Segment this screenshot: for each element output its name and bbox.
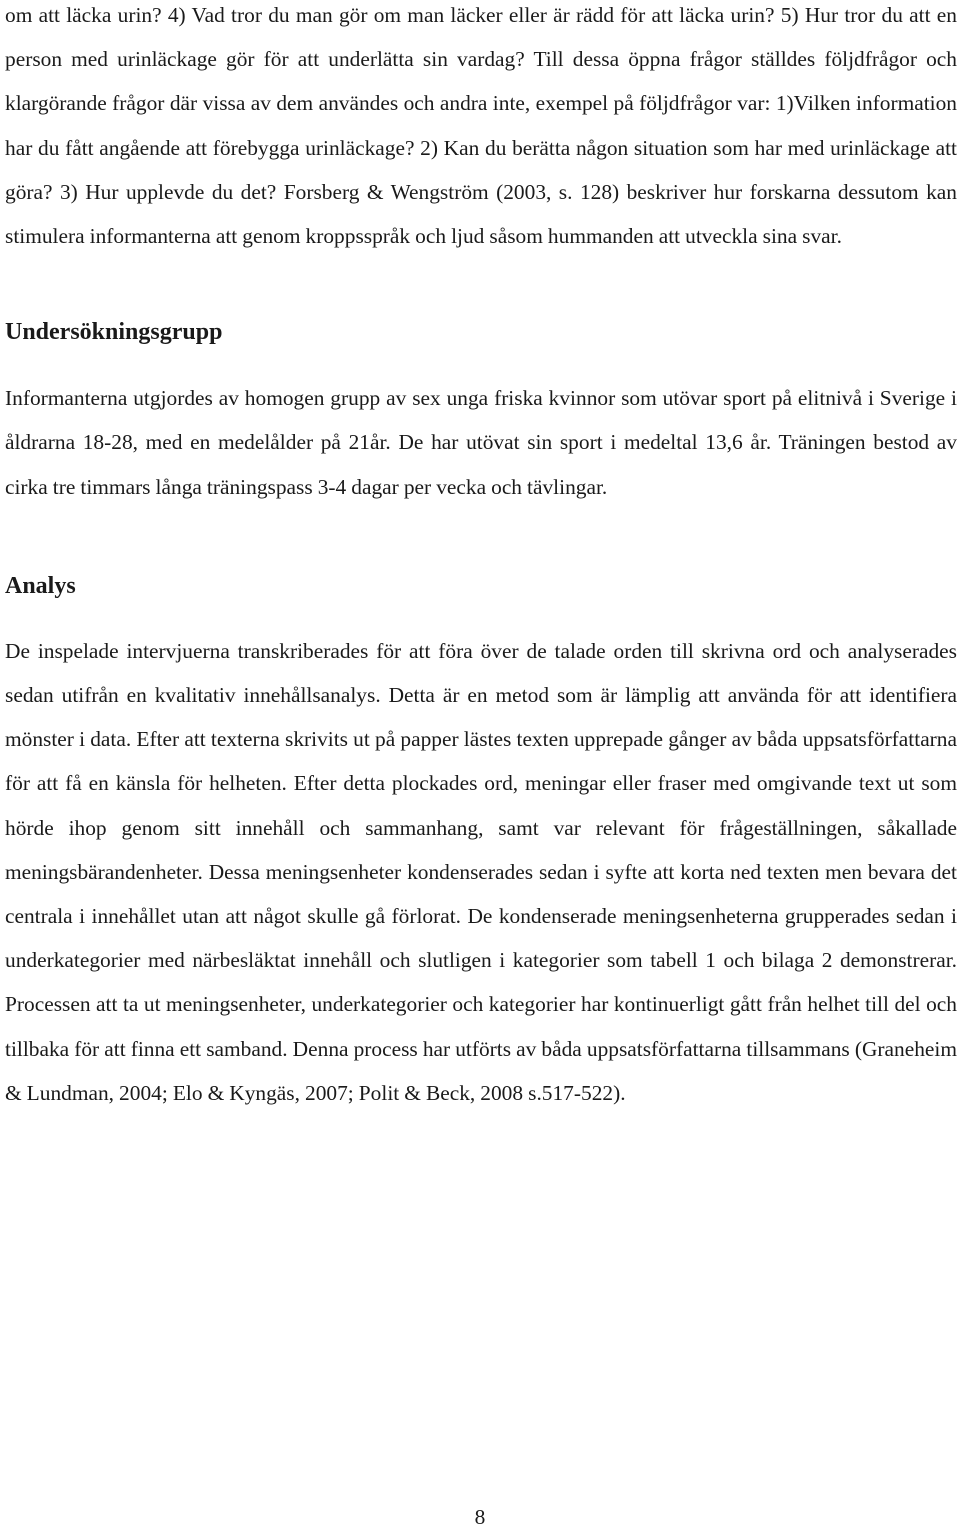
section-heading-analys: Analys: [5, 572, 76, 599]
document-page: [5, 0, 957, 1115]
section-paragraph-analys: De inspelade intervjuerna transkriberades för att föra över de talade orden till skrivna ord och analyserades sedan utifrån en kvalitativ innehållsanalys. Detta är en metod som är lämplig att använda för att identifiera mönster i data. Efter att texterna skrivits ut på papper lästes texten upprepade gånger av båda uppsatsförfattarna för att få en känsla för helheten. Efter detta plockades ord, meningar eller fraser med omgivande text ut som hörde ihop genom sitt innehåll och sammanhang, samt var relevant för frågeställningen, såkallade meningsbärandenheter. Dessa meningsenheter kondenserades sedan i syfte att korta ned texten men bevara det centrala i innehållet utan att något skulle gå förlorat. De kondenserade meningsenheterna grupperades sedan i underkategorier med närbesläktat innehåll och slutligen i kategorier som tabell 1 och bilaga 2 demonstrerar. Processen att ta ut meningsenheter, underkategorier och kategorier har kontinuerligt gått från helhet till del och tillbaka för att finna ett samband. Denna process har utförts av båda uppsatsförfattarna tillsammans (Graneheim & Lundman, 2004; Elo & Kyngäs, 2007; Polit & Beck, 2008 s.517-522).: [5, 638, 957, 1105]
section-paragraph-undersokningsgrupp: Informanterna utgjordes av homogen grupp av sex unga friska kvinnor som utövar sport på elitnivå i Sverige i åldrarna 18-28, med en medelålder på 21år. De har utövat sin sport i medeltal 13,6 år. Träningen bestod av cirka tre timmars långa träningspass 3-4 dagar per vecka och tävlingar.: [5, 386, 957, 499]
section-heading-undersokningsgrupp: Undersökningsgrupp: [5, 319, 223, 346]
intro-paragraph: om att läcka urin? 4) Vad tror du man gör om man läcker eller är rädd för att läcka urin? 5) Hur tror du att en person med urinläckage gör för att underlätta sin vardag? Till dessa öppna frågor ställdes följdfrågor och klargörande frågor där vissa av dem användes och andra inte, exempel på följdfrågor var: 1)Vilken information har du fått angående att förebygga urinläckage? 2) Kan du berätta någon situation som har med urinläckage att göra? 3) Hur upplevde du det? Forsberg & Wengström (2003, s. 128) beskriver hur forskarna dessutom kan stimulera informanterna att genom kroppsspråk och ljud såsom hummanden att utveckla sina svar.: [5, 3, 957, 249]
page-number: 8: [474, 1505, 486, 1529]
